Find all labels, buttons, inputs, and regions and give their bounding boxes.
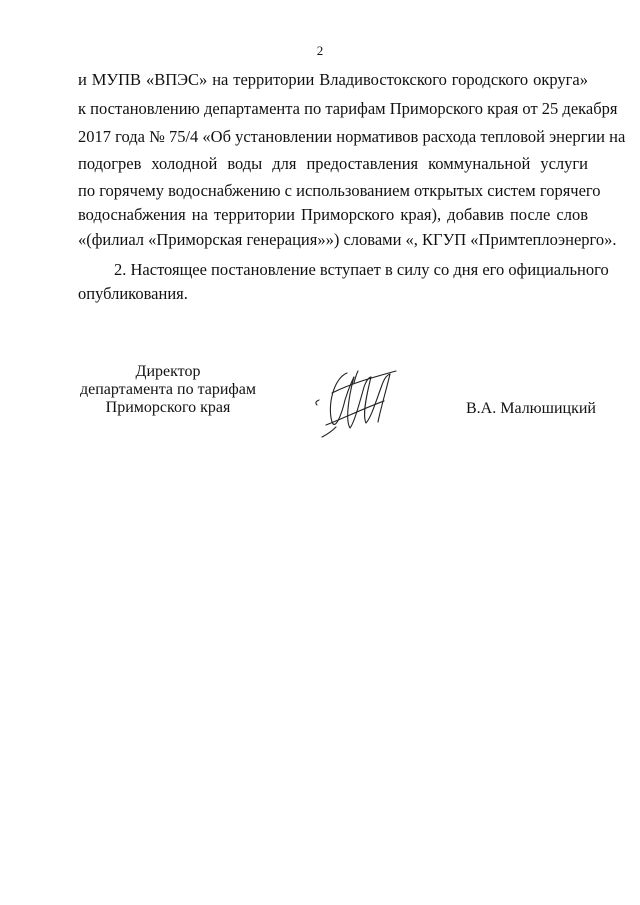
paragraph-line: 2017 года № 75/4 «Об установлении нормативов расхода тепловой энергии на	[78, 127, 626, 146]
paragraph-line: опубликования.	[78, 284, 188, 303]
paragraph-line: «(филиал «Приморская генерация»») словами «, КГУП «Примтеплоэнерго».	[78, 230, 617, 249]
paragraph-line: и МУПВ «ВПЭС» на территории Владивостокского городского округа»	[78, 70, 588, 89]
paragraph-line: по горячему водоснабжению с использованием открытых систем горячего	[78, 181, 601, 200]
handwritten-signature-icon	[312, 365, 412, 440]
signatory-title-line: Директор	[135, 363, 201, 380]
paragraph-line: подогрев холодной воды для предоставления коммунальной услуги	[78, 154, 588, 173]
signatory-name: В.А. Малюшицкий	[466, 400, 596, 417]
page-number: 2	[316, 43, 324, 58]
signatory-title-line: Приморского края	[105, 399, 231, 416]
signatory-title-line: департамента по тарифам	[79, 381, 257, 398]
paragraph-line: 2. Настоящее постановление вступает в силу со дня его официального	[114, 260, 609, 279]
paragraph-line: водоснабжения на территории Приморского края), добавив после слов	[78, 205, 588, 224]
signatory-title	[58, 363, 278, 417]
paragraph-line: к постановлению департамента по тарифам Приморского края от 25 декабря	[78, 99, 618, 118]
